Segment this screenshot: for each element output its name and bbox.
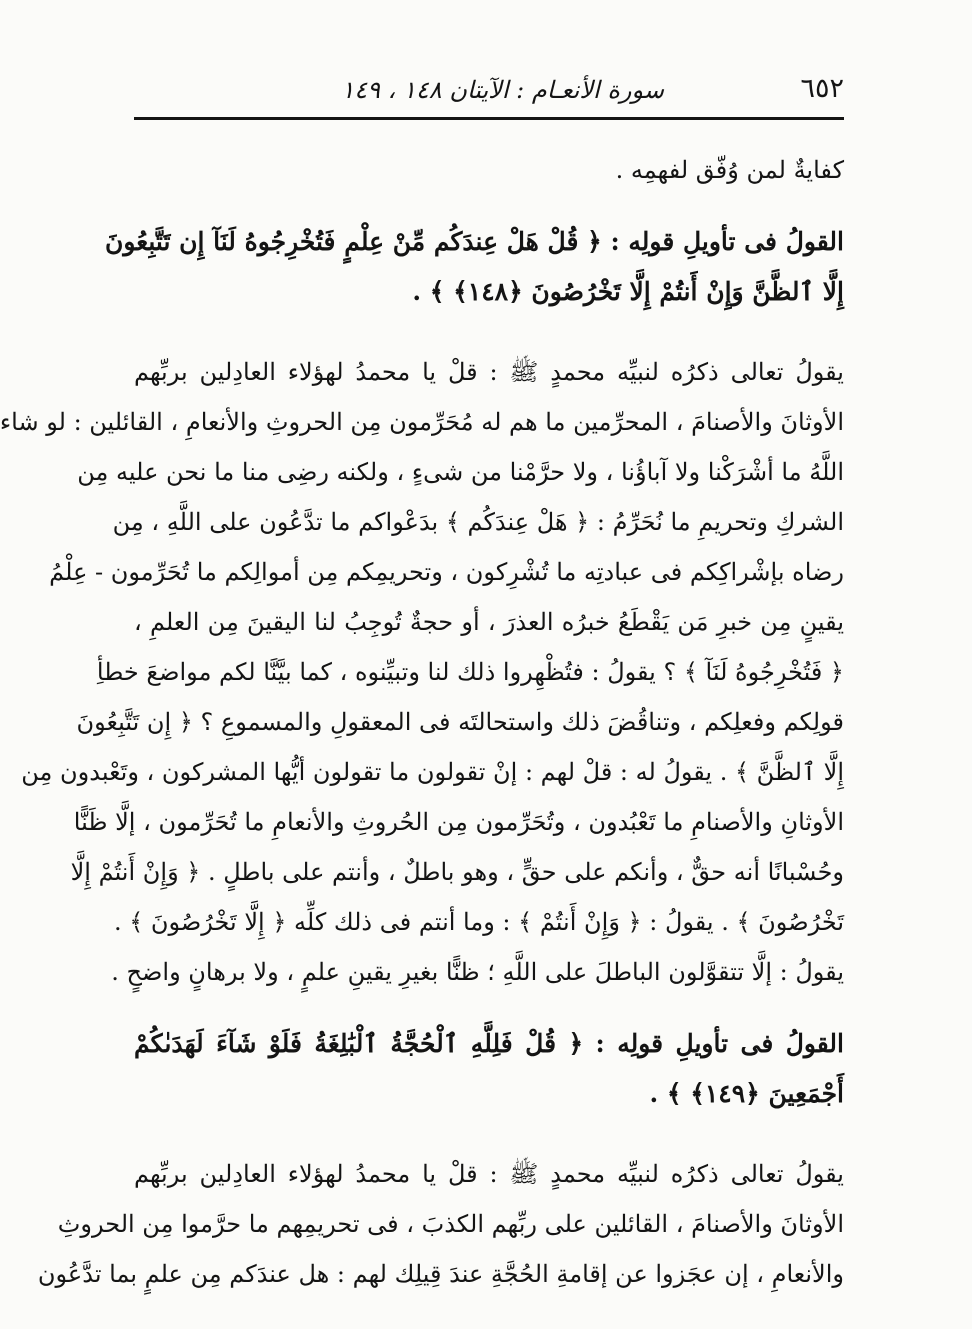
body-line: الأوثانِ والأصنامِ ما تَعْبُدون ، وتُحَرِّمون مِن الحُروثِ والأنعامِ ما تُحَرِّمون ، إلَّا ظَنًّا	[73, 808, 844, 836]
opening-line: كفايةٌ لمن وُفّق لفهمِه .	[615, 156, 844, 184]
body-line: يقولُ تعالى ذكرُه لنبيِّه محمدٍ ﷺ : قلْ يا محمدُ لهؤلاء العادِلين بربِّهم	[134, 1160, 844, 1188]
body-line: رضاه بإشْراكِكم فى عبادتِه ما تُشْرِكون ، وتحريمِكم مِن أموالِكم ما تُحَرِّمون - عِلْمُ	[49, 558, 844, 586]
section-heading-149	[134, 1019, 844, 1119]
header-rule	[134, 117, 844, 120]
section-heading-148	[105, 217, 844, 317]
body-line: يقينٍ مِن خبرِ مَن يَقْطَعُ خبرُه العذرَ ، أو حجةٌ تُوجِبُ لنا اليقينَ مِن العلمِ ،	[134, 608, 844, 636]
body-line: الشركِ وتحريمِ ما نُحَرِّمُ : ﴿ هَلْ عِندَكُم ﴾ بدَعْواكم ما تدَّعُون على اللَّهِ ، مِن	[112, 508, 844, 536]
page-header	[134, 60, 844, 112]
body-line: يقولُ : إلَّا تتقوَّلون الباطلَ على اللَّهِ ؛ ظنًّا بغيرِ يقينِ علمٍ ، ولا برهانٍ واضحٍ .	[111, 958, 844, 986]
section-body-149	[37, 1149, 844, 1299]
body-line: اللَّهُ ما أشْرَكْنا ولا آباؤُنا ، ولا حرَّمْنا من شىءٍ ، ولكنه رضِى منا ما نحن عليه مِن	[77, 458, 844, 486]
body-line: وحُسْبانًا أنه حقٌّ ، وأنكم على حقٍّ ، وهو باطلٌ ، وأنتم على باطلٍ . ﴿ وَإِنْ أَنتُمْ إِلَّا	[70, 858, 844, 886]
heading-line: إِلَّا ٱلظَّنَّ وَإِنْ أَنتُمْ إِلَّا تَخْرُصُونَ ﴿١٤٨﴾ ﴾ .	[412, 277, 844, 306]
body-line: يقولُ تعالى ذكرُه لنبيِّه محمدٍ ﷺ : قلْ يا محمدُ لهؤلاء العادِلين بربِّهم	[134, 358, 844, 386]
running-head: سورة الأنعـام : الآيتان ١٤٨ ، ١٤٩	[341, 76, 664, 104]
body-line: ﴿ فَتُخْرِجُوهُ لَنَآ ﴾ ؟ يقولُ : فتُظْهِروا ذلك لنا وتبيِّنوه ، كما بيَّنَّا لكم مواضعَ خطأِ	[96, 658, 844, 686]
section-gap	[134, 195, 844, 217]
section-gap	[134, 997, 844, 1019]
body-line: الأوثانَ والأصنامَ ، القائلين على ربِّهم الكذبَ ، فى تحريمِهم ما حرَّموا مِن الحروثِ	[57, 1210, 844, 1238]
section-body-148	[0, 347, 844, 997]
heading-line: القولُ فى تأويلِ قولِه : ﴿ قُلْ هَلْ عِندَكُم مِّنْ عِلْمٍ فَتُخْرِجُوهُ لَنَآ إِن تَتَّبِعُونَ	[105, 227, 844, 256]
page-content	[0, 145, 844, 1299]
body-line: قولِكم وفعلِكم ، وتناقُضَ ذلك واستحالتَه فى المعقولِ والمسموعِ ؟ ﴿ إِن تَتَّبِعُونَ	[76, 708, 844, 736]
heading-line: أَجْمَعِينَ ﴿١٤٩﴾ ﴾ .	[649, 1079, 844, 1108]
body-line: تَخْرُصُونَ ﴾ . يقولُ : ﴿ وَإِنْ أَنتُمْ ﴾ : وما أنتم فى ذلك كلِّه ﴿ إِلَّا تَخْرُصُونَ ﴾ .	[113, 908, 844, 936]
page-number: ٦٥٢	[800, 73, 844, 104]
paragraph-gap	[134, 317, 844, 347]
paragraph-gap	[134, 1119, 844, 1149]
body-line: والأنعامِ ، إن عجَزوا عن إقامةِ الحُجَّةِ عندَ قِيلِك لهم : هل عندَكم مِن علمٍ بما تدَّعُون	[37, 1260, 844, 1288]
heading-line: القولُ فى تأويلِ قولِه : ﴿ قُلْ فَلِلَّهِ ٱلْحُجَّةُ ٱلْبَٰلِغَةُ فَلَوْ شَآءَ لَهَدَىٰكُمْ	[134, 1029, 844, 1058]
body-line: إِلَّا ٱلظَّنَّ ﴾ . يقولُ له : قلْ لهم : إنْ تقولون ما تقولون أيُّها المشركون ، وتَعْبدون مِن	[21, 758, 844, 786]
body-line: الأوثانَ والأصنامَ ، المحرِّمين ما هم له مُحَرِّمون مِن الحروثِ والأنعامِ ، القائلين : لو شاء	[0, 408, 844, 436]
